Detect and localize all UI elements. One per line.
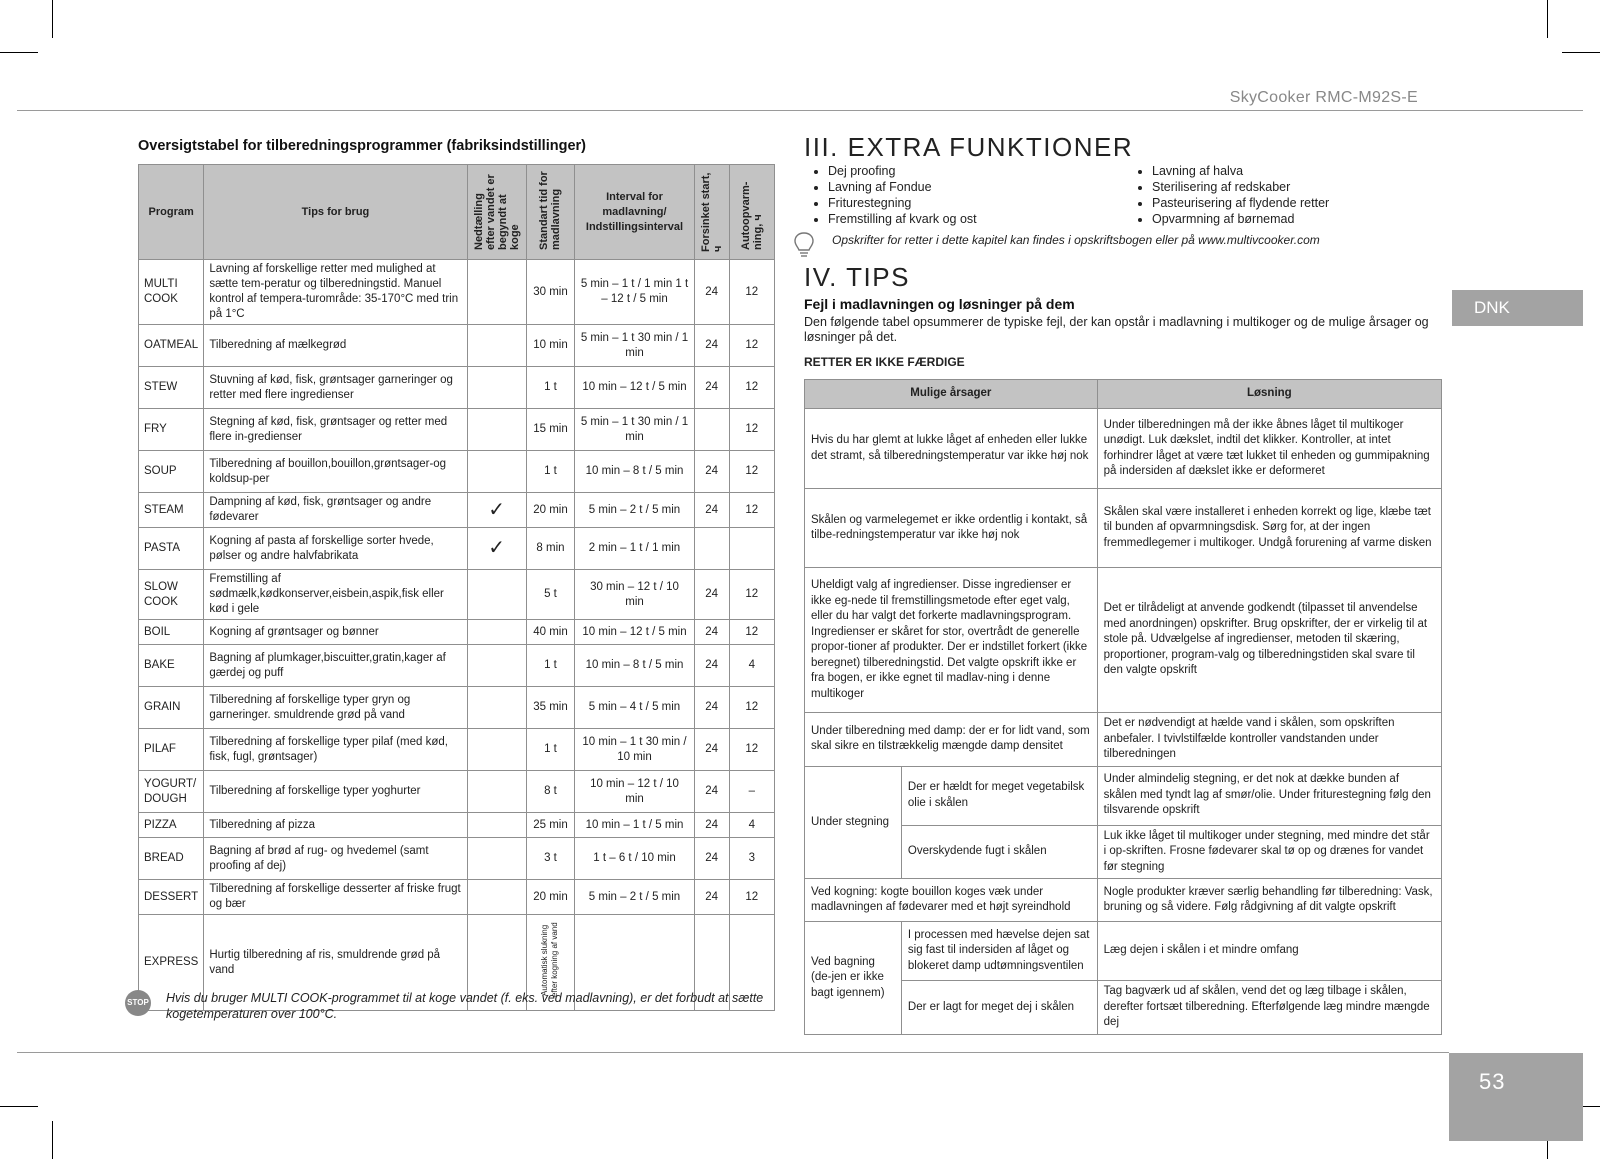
table-row (139, 570, 775, 620)
crop-mark (1562, 52, 1600, 53)
countdown-check (467, 570, 526, 620)
extra-list-2 (1134, 163, 1329, 227)
tips-subheading: Fejl i madlavningen og løsninger på dem (804, 296, 1075, 312)
program-tips: Kogning af grøntsager og bønner (204, 620, 467, 645)
countdown-check (467, 367, 526, 409)
program-name: SLOW COOK (139, 570, 204, 620)
recipe-note: Opskrifter for retter i dette kapitel kan findes i opskriftsbogen eller på www.multivcooker.com (832, 233, 1320, 247)
heat-cell: 12 (729, 570, 774, 620)
lightbulb-icon (793, 230, 815, 260)
standard-time: 20 min (526, 880, 575, 915)
program-table-title: Oversigtstabel for tilberedningsprogrammer (fabriksindstillinger) (138, 138, 586, 154)
cause-cell: I processen med hævelse dejen sat sig fast til indersiden af låget og blokeret damp udtømningsventilen (901, 922, 1097, 981)
crop-mark (0, 1106, 38, 1107)
cause-cell: Overskydende fugt i skålen (901, 825, 1097, 879)
heat-cell: 4 (729, 813, 774, 838)
program-name: BAKE (139, 645, 204, 687)
header-countdown: Nedtælling efter vandet er begyndt at koge (467, 165, 526, 260)
program-tips: Tilberedning af forskellige typer gryn og garneringer. smuldrende grød på vand (204, 687, 467, 729)
language-tab: DNK (1452, 290, 1583, 326)
countdown-check (467, 838, 526, 880)
program-name: BREAD (139, 838, 204, 880)
crop-mark (1547, 0, 1548, 38)
list-item: • Opvarmning af børnemad (1152, 211, 1329, 227)
standard-time: 15 min (526, 409, 575, 451)
countdown-check (467, 620, 526, 645)
interval-cell: 5 min – 1 t / 1 min 1 t – 12 t / 5 min (575, 260, 694, 325)
table-row (139, 260, 775, 325)
program-tips: Tilberedning af forskellige typer yoghurter (204, 771, 467, 813)
cause-cell: Der er lagt for meget dej i skålen (901, 981, 1097, 1035)
delay-cell: 24 (694, 813, 729, 838)
list-item: • Friturestegning (828, 195, 977, 211)
solution-cell: Tag bagværk ud af skålen, vend det og læg tilbage i skålen, derefter fortsæt tilberedning. Efterfølgende læg mindre mængde dej (1097, 981, 1441, 1035)
countdown-check (467, 409, 526, 451)
program-name: OATMEAL (139, 325, 204, 367)
header-tips: Tips for brug (204, 165, 467, 260)
countdown-check (467, 813, 526, 838)
header-rule (17, 110, 1583, 111)
interval-cell: 5 min – 1 t 30 min / 1 min (575, 409, 694, 451)
table-row (139, 451, 775, 493)
program-tips: Kogning af pasta af forskellige sorter hvede, pølser og andre halvfabrikata (204, 528, 467, 570)
list-item: • Lavning af halva (1152, 163, 1329, 179)
countdown-check (467, 880, 526, 915)
standard-time: 25 min (526, 813, 575, 838)
table-row (139, 493, 775, 528)
tips-intro: Den følgende tabel opsummerer de typiske fejl, der kan opstår i madlavning i multikoger og de mulige årsager og løsninger på det. (804, 315, 1429, 344)
standard-time: 8 t (526, 771, 575, 813)
header-causes: Mulige årsager (805, 380, 1098, 409)
list-item: • Sterilisering af redskaber (1152, 179, 1329, 195)
header-interval: Interval for madlavning/ Indstillingsinterval (575, 165, 694, 260)
solution-cell: Det er tilrådeligt at anvende godkendt (tilpasset til anvendelse med anordningen) opskrifter. Brug opskrifter, der er virkelig til at stole på. Udvælgelse af ingredienser, metoden til skæring, proportioner, program-valg og tilberedningstiden skal svare til den valgte opskrift (1097, 568, 1441, 713)
table-row (139, 813, 775, 838)
cause-cell: Hvis du har glemt at lukke låget af enheden eller lukke det stramt, så tilberedningstemperatur var ikke høj nok (805, 409, 1098, 489)
section-title: RETTER ER IKKE FÆRDIGE (804, 355, 965, 369)
solution-cell: Læg dejen i skålen i et mindre omfang (1097, 922, 1441, 981)
solution-cell: Det er nødvendigt at hælde vand i skålen, som opskriften anbefaler. I tvivlstilfælde kontroller vandstanden under tilberedningen (1097, 713, 1441, 767)
table-row (139, 645, 775, 687)
interval-cell: 5 min – 2 t / 5 min (575, 880, 694, 915)
standard-time: 1 t (526, 729, 575, 771)
program-name: GRAIN (139, 687, 204, 729)
program-name: DESSERT (139, 880, 204, 915)
heat-cell: 12 (729, 620, 774, 645)
list-item: • Pasteurisering af flydende retter (1152, 195, 1329, 211)
interval-cell: 1 t – 6 t / 10 min (575, 838, 694, 880)
table-row (139, 325, 775, 367)
heat-cell: – (729, 771, 774, 813)
standard-time: 35 min (526, 687, 575, 729)
program-name: PIZZA (139, 813, 204, 838)
model-name: SkyCooker RMC-M92S-E (1229, 89, 1418, 106)
program-tips: Stegning af kød, fisk, grøntsager og retter med flere in-gredienser (204, 409, 467, 451)
header-program: Program (139, 165, 204, 260)
crop-mark (52, 1121, 53, 1159)
solution-cell: Nogle produkter kræver særlig behandling før tilberedning: Vask, bruning og så videre. Følg rådgivning af dit valgte opskrift (1097, 879, 1441, 922)
program-tips: Bagning af plumkager,biscuitter,gratin,kager af gærdej og puff (204, 645, 467, 687)
delay-cell: 24 (694, 367, 729, 409)
countdown-check (467, 260, 526, 325)
program-tips: Dampning af kød, fisk, grøntsager og andre fødevarer (204, 493, 467, 528)
interval-cell: 5 min – 4 t / 5 min (575, 687, 694, 729)
heat-cell: 4 (729, 645, 774, 687)
table-row (805, 713, 1442, 767)
table-row (805, 879, 1442, 922)
standard-time: 40 min (526, 620, 575, 645)
solution-cell: Luk ikke låget til multikoger under stegning, med mindre det står i op-skriften. Frosne fødevarer skal tø op og drænes for vandet før stegning (1097, 825, 1441, 879)
program-name: STEAM (139, 493, 204, 528)
interval-cell: 10 min – 12 t / 5 min (575, 620, 694, 645)
program-name: YOGURT/ DOUGH (139, 771, 204, 813)
program-tips: Tilberedning af mælkegrød (204, 325, 467, 367)
countdown-check (467, 645, 526, 687)
countdown-check: ✓ (467, 493, 526, 528)
standard-time: Automatisk slukning efter kogning af vand (526, 915, 575, 1011)
program-tips: Tilberedning af forskellige desserter af friske frugt og bær (204, 880, 467, 915)
program-name: PASTA (139, 528, 204, 570)
heat-cell: 12 (729, 880, 774, 915)
heat-cell: 12 (729, 493, 774, 528)
table-row (805, 409, 1442, 489)
program-table (138, 164, 775, 1011)
standard-time: 3 t (526, 838, 575, 880)
countdown-check (467, 771, 526, 813)
program-tips: Bagning af brød af rug- og hvedemel (samt proofing af dej) (204, 838, 467, 880)
interval-cell: 10 min – 12 t / 10 min (575, 771, 694, 813)
countdown-check (467, 451, 526, 493)
countdown-check (467, 729, 526, 771)
interval-cell: 10 min – 1 t 30 min / 10 min (575, 729, 694, 771)
program-tips: Fremstilling af sødmælk,kødkonserver,eisbein,aspik,fisk eller kød i gele (204, 570, 467, 620)
countdown-check: ✓ (467, 528, 526, 570)
table-row (139, 687, 775, 729)
delay-cell (694, 409, 729, 451)
delay-cell (694, 528, 729, 570)
footer-rule (17, 1052, 1449, 1053)
solution-cell: Under almindelig stegning, er det nok at dække bunden af skålen med tyndt lag af smør/olie. Under friturestegning følg den tilsvarende opskrift (1097, 766, 1441, 825)
table-row (805, 766, 1442, 825)
table-row (139, 367, 775, 409)
heat-cell: 12 (729, 451, 774, 493)
program-tips: Hurtig tilberedning af ris, smuldrende grød på vand (204, 915, 467, 1011)
table-row (139, 409, 775, 451)
standard-time: 10 min (526, 325, 575, 367)
table-row (805, 922, 1442, 981)
heat-cell: 3 (729, 838, 774, 880)
program-name: SOUP (139, 451, 204, 493)
heat-cell: 12 (729, 729, 774, 771)
delay-cell: 24 (694, 880, 729, 915)
list-item: • Dej proofing (828, 163, 977, 179)
standard-time: 5 t (526, 570, 575, 620)
crop-mark (0, 52, 38, 53)
delay-cell: 24 (694, 620, 729, 645)
crop-mark (52, 0, 53, 38)
interval-cell: 10 min – 12 t / 5 min (575, 367, 694, 409)
interval-cell: 5 min – 1 t 30 min / 1 min (575, 325, 694, 367)
delay-cell: 24 (694, 838, 729, 880)
standard-time: 1 t (526, 451, 575, 493)
cause-cell: Skålen og varmelegemet er ikke ordentlig i kontakt, så tilbe-redningstemperatur var ikke høj nok (805, 489, 1098, 568)
standard-time: 30 min (526, 260, 575, 325)
interval-cell: 2 min – 1 t / 1 min (575, 528, 694, 570)
header-auto-heat: Autoopvarm-ning, ч (729, 165, 774, 260)
heat-cell: 12 (729, 409, 774, 451)
standard-time: 20 min (526, 493, 575, 528)
program-name: MULTI COOK (139, 260, 204, 325)
standard-time: 8 min (526, 528, 575, 570)
header-standard-time: Standart tid for madlavning (526, 165, 575, 260)
heat-cell: 12 (729, 325, 774, 367)
header-solution: Løsning (1097, 380, 1441, 409)
interval-cell: 5 min – 2 t / 5 min (575, 493, 694, 528)
table-row (139, 620, 775, 645)
delay-cell: 24 (694, 687, 729, 729)
delay-cell: 24 (694, 570, 729, 620)
header-delayed-start: Forsinket start, ч (694, 165, 729, 260)
cause-cell: Uheldigt valg af ingredienser. Disse ingredienser er ikke eg-nede til fremstillingsmetode efter eget valg, eller du har valgt det forkerte madlavningsprogram. Ingredienser er skåret for stor, overtrådt de generelle propor-tioner af produkter. Der er indstillet forkert (ikke beregnet) tilberedningstid. Det valgte opskrift ikke er fra bogen, er ikke egnet til madlav-ning i denne multikoger (805, 568, 1098, 713)
table-row (139, 729, 775, 771)
program-name: BOIL (139, 620, 204, 645)
heat-cell: 12 (729, 687, 774, 729)
extra-list-1 (810, 163, 977, 227)
delay-cell: 24 (694, 260, 729, 325)
program-tips: Tilberedning af forskellige typer pilaf (med kød, fisk, fugl, grøntsager) (204, 729, 467, 771)
interval-cell: 10 min – 8 t / 5 min (575, 645, 694, 687)
program-tips: Stuvning af kød, fisk, grøntsager garneringer og retter med flere ingredienser (204, 367, 467, 409)
stop-note: Hvis du bruger MULTI COOK-programmet til at koge vandet (f. eks. ved madlavning), er det forbudt at sætte kogetemperaturen over 100°C. (166, 991, 764, 1021)
list-item: • Fremstilling af kvark og ost (828, 211, 977, 227)
tips-heading: IV. TIPS (804, 262, 910, 292)
page-number: 53 (1449, 1053, 1583, 1141)
countdown-check (467, 687, 526, 729)
interval-cell: 30 min – 12 t / 10 min (575, 570, 694, 620)
table-row (139, 771, 775, 813)
delay-cell: 24 (694, 771, 729, 813)
interval-cell: 10 min – 1 t / 5 min (575, 813, 694, 838)
program-tips: Lavning af forskellige retter med mulighed at sætte tem-peratur og tilberedningstid. Manuel kontrol af tempera-turområde: 35-170°C med trin på 1°C (204, 260, 467, 325)
solution-cell: Skålen skal være installeret i enheden korrekt og lige, klæbe tæt til bunden af opvarmningsdisk. Sørg for, at der ingen fremmedlegemer i multikoger. Undgå forurening af varme disken (1097, 489, 1441, 568)
extra-heading: III. EXTRA FUNKTIONER (804, 132, 1134, 162)
cause-cell: Der er hældt for meget vegetabilsk olie i skålen (901, 766, 1097, 825)
table-row (805, 568, 1442, 713)
group-cell: Ved bagning (de-jen er ikke bagt igennem) (805, 922, 902, 1035)
program-name: STEW (139, 367, 204, 409)
standard-time: 1 t (526, 367, 575, 409)
table-row (139, 528, 775, 570)
table-row (139, 838, 775, 880)
program-tips: Tilberedning af bouillon,bouillon,grøntsager-og koldsup-per (204, 451, 467, 493)
program-name: EXPRESS (139, 915, 204, 1011)
troubleshooting-table (804, 379, 1442, 1035)
heat-cell (729, 528, 774, 570)
standard-time: 1 t (526, 645, 575, 687)
program-name: PILAF (139, 729, 204, 771)
heat-cell: 12 (729, 367, 774, 409)
solution-cell: Under tilberedningen må der ikke åbnes låget til multikoger unødigt. Luk dækslet, indtil det klikker. Kontroller, at intet forhindrer låget at være tæt lukket til enheden og gummipakning på indersiden af dækslet ikke er deformeret (1097, 409, 1441, 489)
table-row (805, 489, 1442, 568)
cause-cell: Ved kogning: kogte bouillon koges væk under madlavningen af fødevarer med et højt syreindhold (805, 879, 1098, 922)
group-cell: Under stegning (805, 766, 902, 879)
program-name: FRY (139, 409, 204, 451)
delay-cell: 24 (694, 645, 729, 687)
delay-cell: 24 (694, 451, 729, 493)
delay-cell: 24 (694, 729, 729, 771)
stop-icon: STOP (125, 990, 151, 1016)
countdown-check (467, 325, 526, 367)
delay-cell: 24 (694, 493, 729, 528)
cause-cell: Under tilberedning med damp: der er for lidt vand, som skal sikre en tilstrækkelig mængde damp densitet (805, 713, 1098, 767)
list-item: • Lavning af Fondue (828, 179, 977, 195)
heat-cell: 12 (729, 260, 774, 325)
table-row (139, 880, 775, 915)
delay-cell: 24 (694, 325, 729, 367)
program-tips: Tilberedning af pizza (204, 813, 467, 838)
interval-cell: 10 min – 8 t / 5 min (575, 451, 694, 493)
